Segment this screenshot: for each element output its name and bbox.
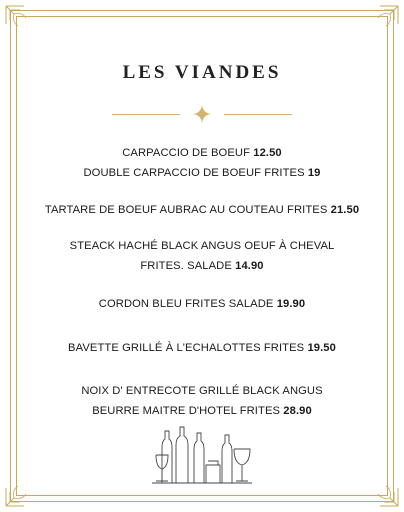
menu-item-bavette — [20, 338, 384, 358]
diamond-star-icon — [192, 104, 212, 124]
ornament-corner-icon — [2, 2, 38, 38]
menu-line — [20, 338, 384, 358]
dish-name: DOUBLE CARPACCIO DE BOEUF FRITES — [83, 167, 308, 179]
ornament-corner-icon — [2, 474, 38, 510]
page-title: LES VIANDES — [122, 62, 282, 83]
dish-price: 12.50 — [253, 147, 282, 159]
menu-line — [20, 163, 384, 183]
menu-line — [20, 256, 384, 276]
ornament-corner-icon — [366, 2, 402, 38]
menu-line — [20, 236, 384, 256]
dish-price: 21.50 — [330, 204, 360, 216]
divider-line-left — [112, 114, 180, 115]
menu-item-carpaccio — [20, 143, 384, 183]
dish-name: TARTARE DE BOEUF AUBRAC AU COUTEAU FRITES — [44, 204, 331, 216]
menu-item-cordon-bleu — [20, 294, 384, 314]
dish-price: 28.90 — [283, 405, 312, 417]
dish-name: CORDON BLEU FRITES SALADE — [98, 298, 277, 310]
menu-item-steack-hache — [20, 236, 384, 276]
menu-line — [20, 401, 384, 421]
dish-name: STEACK HACHÉ BLACK ANGUS OEUF À CHEVAL — [69, 240, 335, 252]
dish-name: NOIX D' ENTRECOTE GRILLÉ BLACK ANGUS — [81, 385, 323, 397]
dish-name: CARPACCIO DE BOEUF — [122, 147, 254, 159]
menu-line — [20, 381, 384, 401]
menu-item-entrecote — [20, 381, 384, 421]
menu-item-tartare — [20, 200, 384, 220]
menu-line — [20, 294, 384, 314]
wine-bottles-icon — [150, 425, 254, 485]
dish-price: 19.90 — [276, 298, 306, 310]
dish-price: 19.50 — [307, 342, 336, 354]
dish-name: BAVETTE GRILLÉ À L'ECHALOTTES FRITES — [68, 342, 308, 354]
dish-price: 19 — [307, 167, 321, 179]
dish-name: FRITES. SALADE — [140, 260, 236, 272]
dish-price: 14.90 — [235, 260, 264, 272]
ornament-corner-icon — [366, 474, 402, 510]
title-divider — [0, 104, 404, 124]
menu-line — [20, 143, 384, 163]
divider-line-right — [224, 114, 292, 115]
dish-name: BEURRE MAITRE D'HOTEL FRITES — [92, 405, 284, 417]
menu-line — [20, 200, 384, 220]
